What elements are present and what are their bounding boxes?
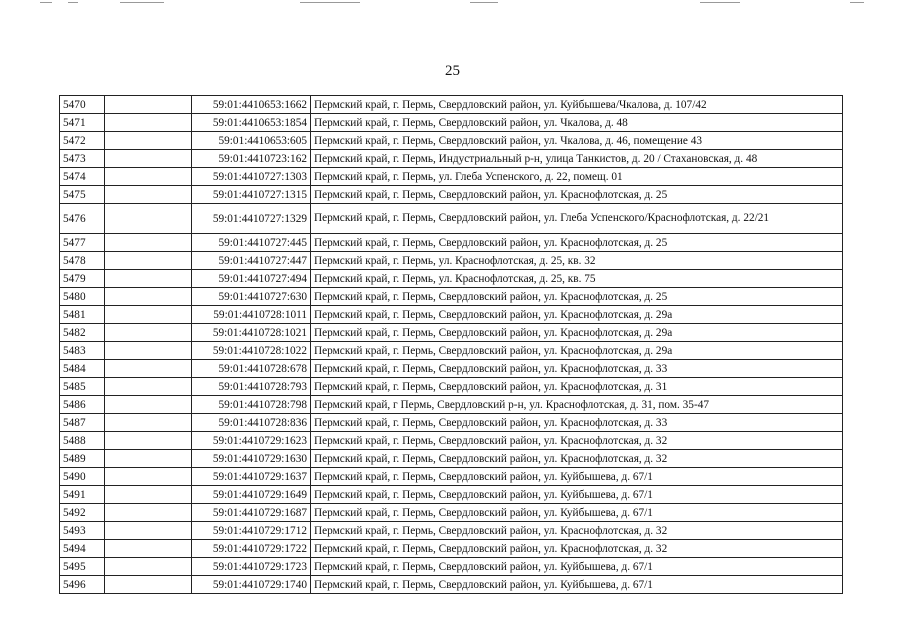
- empty-cell: [105, 378, 192, 396]
- cadastral-number: 59:01:4410728:678: [192, 360, 311, 378]
- cadastral-number: 59:01:4410729:1649: [192, 486, 311, 504]
- address: Пермский край, г. Пермь, Свердловский район, ул. Краснофлотская, д. 25: [311, 234, 843, 252]
- table-row: [60, 114, 843, 132]
- address: Пермский край, г Пермь, Свердловский р-н, ул. Краснофлотская, д. 31, пом. 35-47: [311, 396, 843, 414]
- empty-cell: [105, 306, 192, 324]
- cadastral-number: 59:01:4410729:1687: [192, 504, 311, 522]
- table-row: [60, 576, 843, 594]
- empty-cell: [105, 342, 192, 360]
- empty-cell: [105, 540, 192, 558]
- empty-cell: [105, 414, 192, 432]
- empty-cell: [105, 522, 192, 540]
- empty-cell: [105, 288, 192, 306]
- cadastral-number: 59:01:4410727:1329: [192, 204, 311, 234]
- cadastral-number: 59:01:4410729:1740: [192, 576, 311, 594]
- empty-cell: [105, 324, 192, 342]
- cadastral-number: 59:01:4410728:798: [192, 396, 311, 414]
- address: Пермский край, г. Пермь, Свердловский район, ул. Краснофлотская, д. 25: [311, 186, 843, 204]
- cadastral-number: 59:01:4410729:1637: [192, 468, 311, 486]
- cadastral-number: 59:01:4410653:1662: [192, 96, 311, 114]
- address: Пермский край, г. Пермь, Свердловский район, ул. Краснофлотская, д. 33: [311, 360, 843, 378]
- address: Пермский край, г. Пермь, Свердловский район, ул. Куйбышева, д. 67/1: [311, 468, 843, 486]
- address: Пермский край, г. Пермь, ул. Глеба Успенского, д. 22, помещ. 01: [311, 168, 843, 186]
- address: Пермский край, г. Пермь, Свердловский район, ул. Куйбышева/Чкалова, д. 107/42: [311, 96, 843, 114]
- cadastral-number: 59:01:4410727:630: [192, 288, 311, 306]
- row-number: 5491: [60, 486, 105, 504]
- table-row: [60, 234, 843, 252]
- table-row: [60, 378, 843, 396]
- table-row: [60, 468, 843, 486]
- table-row: [60, 504, 843, 522]
- table-row: [60, 288, 843, 306]
- cadastral-number: 59:01:4410653:1854: [192, 114, 311, 132]
- row-number: 5472: [60, 132, 105, 150]
- address: Пермский край, г. Пермь, Свердловский район, ул. Чкалова, д. 46, помещение 43: [311, 132, 843, 150]
- address: Пермский край, г. Пермь, Свердловский район, ул. Краснофлотская, д. 29а: [311, 324, 843, 342]
- address: Пермский край, г. Пермь, Свердловский район, ул. Краснофлотская, д. 29а: [311, 342, 843, 360]
- table-row: [60, 522, 843, 540]
- address: Пермский край, г. Пермь, Индустриальный р-н, улица Танкистов, д. 20 / Стахановская, д. 48: [311, 150, 843, 168]
- address: Пермский край, г. Пермь, Свердловский район, ул. Куйбышева, д. 67/1: [311, 486, 843, 504]
- address: Пермский край, г. Пермь, Свердловский район, ул. Краснофлотская, д. 32: [311, 540, 843, 558]
- table-row: [60, 360, 843, 378]
- row-number: 5494: [60, 540, 105, 558]
- cadastral-number: 59:01:4410727:445: [192, 234, 311, 252]
- empty-cell: [105, 504, 192, 522]
- row-number: 5474: [60, 168, 105, 186]
- cadastral-number: 59:01:4410728:1021: [192, 324, 311, 342]
- address: Пермский край, г. Пермь, ул. Краснофлотская, д. 25, кв. 32: [311, 252, 843, 270]
- empty-cell: [105, 432, 192, 450]
- empty-cell: [105, 132, 192, 150]
- cadastral-number: 59:01:4410729:1623: [192, 432, 311, 450]
- table-row: [60, 558, 843, 576]
- empty-cell: [105, 114, 192, 132]
- cadastral-number: 59:01:4410653:605: [192, 132, 311, 150]
- empty-cell: [105, 150, 192, 168]
- cadastral-number: 59:01:4410728:1022: [192, 342, 311, 360]
- table-row: [60, 414, 843, 432]
- cadastral-number: 59:01:4410723:162: [192, 150, 311, 168]
- address: Пермский край, г. Пермь, Свердловский район, ул. Краснофлотская, д. 32: [311, 450, 843, 468]
- row-number: 5479: [60, 270, 105, 288]
- row-number: 5478: [60, 252, 105, 270]
- address: Пермский край, г. Пермь, Свердловский район, ул. Краснофлотская, д. 29а: [311, 306, 843, 324]
- cadastral-number: 59:01:4410728:793: [192, 378, 311, 396]
- row-number: 5490: [60, 468, 105, 486]
- scan-top-edge: [0, 0, 905, 8]
- empty-cell: [105, 234, 192, 252]
- row-number: 5493: [60, 522, 105, 540]
- table-row: [60, 324, 843, 342]
- row-number: 5492: [60, 504, 105, 522]
- table-row: [60, 450, 843, 468]
- row-number: 5481: [60, 306, 105, 324]
- row-number: 5495: [60, 558, 105, 576]
- table-row: [60, 150, 843, 168]
- table-row: [60, 96, 843, 114]
- cadastral-number: 59:01:4410729:1722: [192, 540, 311, 558]
- table-row: [60, 306, 843, 324]
- cadastral-number: 59:01:4410727:1315: [192, 186, 311, 204]
- empty-cell: [105, 186, 192, 204]
- table-row: [60, 132, 843, 150]
- row-number: 5482: [60, 324, 105, 342]
- page-number: 25: [445, 63, 460, 79]
- table-row: [60, 186, 843, 204]
- empty-cell: [105, 486, 192, 504]
- table-row: [60, 396, 843, 414]
- cadastral-number: 59:01:4410729:1712: [192, 522, 311, 540]
- empty-cell: [105, 96, 192, 114]
- table-row: [60, 486, 843, 504]
- table-row: [60, 252, 843, 270]
- cadastral-number: 59:01:4410729:1630: [192, 450, 311, 468]
- row-number: 5488: [60, 432, 105, 450]
- cadastral-number: 59:01:4410728:836: [192, 414, 311, 432]
- empty-cell: [105, 270, 192, 288]
- cadastral-number: 59:01:4410727:1303: [192, 168, 311, 186]
- row-number: 5480: [60, 288, 105, 306]
- row-number: 5476: [60, 204, 105, 234]
- row-number: 5489: [60, 450, 105, 468]
- cadastral-number: 59:01:4410729:1723: [192, 558, 311, 576]
- empty-cell: [105, 204, 192, 234]
- address: Пермский край, г. Пермь, Свердловский район, ул. Куйбышева, д. 67/1: [311, 504, 843, 522]
- row-number: 5483: [60, 342, 105, 360]
- property-registry-table: [59, 95, 843, 594]
- address: Пермский край, г. Пермь, Свердловский район, ул. Краснофлотская, д. 25: [311, 288, 843, 306]
- empty-cell: [105, 558, 192, 576]
- cadastral-number: 59:01:4410728:1011: [192, 306, 311, 324]
- empty-cell: [105, 576, 192, 594]
- row-number: 5496: [60, 576, 105, 594]
- cadastral-number: 59:01:4410727:447: [192, 252, 311, 270]
- table-row: [60, 432, 843, 450]
- row-number: 5477: [60, 234, 105, 252]
- cadastral-number: 59:01:4410727:494: [192, 270, 311, 288]
- empty-cell: [105, 168, 192, 186]
- address: Пермский край, г. Пермь, Свердловский район, ул. Краснофлотская, д. 32: [311, 432, 843, 450]
- address: Пермский край, г. Пермь, Свердловский район, ул. Краснофлотская, д. 32: [311, 522, 843, 540]
- table-row: [60, 168, 843, 186]
- table-row: [60, 204, 843, 234]
- address: Пермский край, г. Пермь, ул. Краснофлотская, д. 25, кв. 75: [311, 270, 843, 288]
- address: Пермский край, г. Пермь, Свердловский район, ул. Глеба Успенского/Краснофлотская, д. 22/21: [311, 204, 843, 234]
- empty-cell: [105, 450, 192, 468]
- address: Пермский край, г. Пермь, Свердловский район, ул. Куйбышева, д. 67/1: [311, 558, 843, 576]
- address: Пермский край, г. Пермь, Свердловский район, ул. Чкалова, д. 48: [311, 114, 843, 132]
- table-row: [60, 342, 843, 360]
- row-number: 5486: [60, 396, 105, 414]
- table-row: [60, 270, 843, 288]
- empty-cell: [105, 468, 192, 486]
- row-number: 5485: [60, 378, 105, 396]
- row-number: 5487: [60, 414, 105, 432]
- row-number: 5475: [60, 186, 105, 204]
- table-row: [60, 540, 843, 558]
- address: Пермский край, г. Пермь, Свердловский район, ул. Куйбышева, д. 67/1: [311, 576, 843, 594]
- empty-cell: [105, 396, 192, 414]
- empty-cell: [105, 360, 192, 378]
- address: Пермский край, г. Пермь, Свердловский район, ул. Краснофлотская, д. 33: [311, 414, 843, 432]
- row-number: 5484: [60, 360, 105, 378]
- row-number: 5471: [60, 114, 105, 132]
- row-number: 5473: [60, 150, 105, 168]
- address: Пермский край, г. Пермь, Свердловский район, ул. Краснофлотская, д. 31: [311, 378, 843, 396]
- row-number: 5470: [60, 96, 105, 114]
- empty-cell: [105, 252, 192, 270]
